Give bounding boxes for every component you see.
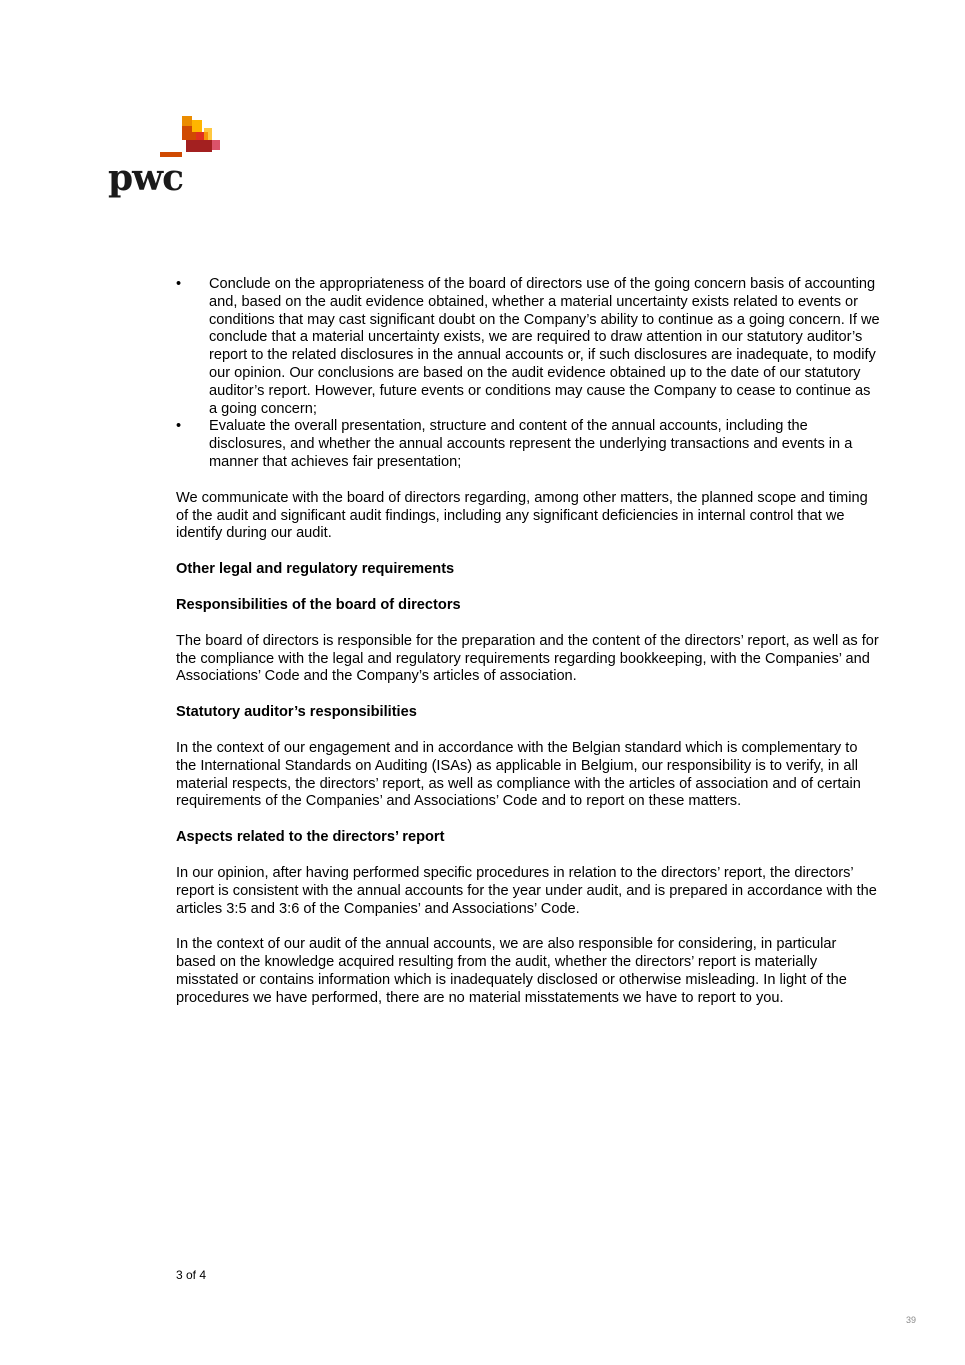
bullet-icon: • <box>176 276 182 292</box>
report-body <box>176 276 880 1026</box>
pwc-logo <box>108 116 223 206</box>
auditor-responsibilities-paragraph: In the context of our engagement and in accordance with the Belgian standard which is complementary to the International Standards on Auditing (ISAs) as applicable in Belgium, our responsibility is to verify, in all material respects, the directors’ report, as well as compliance with the articles of association and of certain requirements of the Companies’ and Associations’ Code and to report on these matters. <box>176 739 861 810</box>
board-responsibilities-paragraph: The board of directors is responsible for the preparation and the content of the directors’ report, as well as for the compliance with the legal and regulatory requirements regarding bookkeeping, with the Companies’ and Associations’ Code and the Company’s articles of association. <box>176 632 879 685</box>
directors-report-misstatement-paragraph: In the context of our audit of the annual accounts, we are also responsible for considering, in particular based on the knowledge acquired resulting from the audit, whether the directors’ report is materially misstated or contains information which is inadequately disclosed or otherwise misleading. In light of the procedures we have performed, there are no material misstatements we have to report to you. <box>176 936 847 1006</box>
pwc-logo-text: pwc <box>108 157 184 199</box>
page-count-label: 3 of 4 <box>176 1268 207 1282</box>
subheading-directors-report-aspects: Aspects related to the directors’ report <box>176 829 445 846</box>
page-number: 39 <box>906 1315 917 1325</box>
section-heading-other-requirements: Other legal and regulatory requirements <box>176 561 455 578</box>
subheading-auditor-responsibilities: Statutory auditor’s responsibilities <box>176 704 417 721</box>
communication-paragraph: We communicate with the board of directors regarding, among other matters, the planned scope and timing of the audit and significant audit findings, including any significant deficiencies in internal control that we identify during our audit. <box>176 489 868 542</box>
list-item <box>176 418 880 471</box>
list-item-text: Evaluate the overall presentation, structure and content of the annual accounts, including the disclosures, and whether the annual accounts represent the underlying transactions and events in a manner that achieves fair presentation; <box>209 418 853 470</box>
list-item-text: Conclude on the appropriateness of the board of directors use of the going concern basis of accounting and, based on the audit evidence obtained, whether a material uncertainty exists related to events or conditions that may cast significant doubt on the Company’s ability to continue as a going concern. If we conclude that a material uncertainty exists, we are required to draw attention in our statutory auditor’s report to the related disclosures in the annual accounts or, if such disclosures are inadequate, to modify our opinion. Our conclusions are based on the audit evidence obtained up to the date of our statutory auditor’s report. However, future events or conditions may cause the Company to cease to continue as a going concern; <box>209 276 880 417</box>
directors-report-opinion-paragraph: In our opinion, after having performed specific procedures in relation to the directors’ report, the directors’ report is consistent with the annual accounts for the year under audit, and is prepared in accordance with the articles 3:5 and 3:6 of the Companies’ and Associations’ Code. <box>176 864 877 917</box>
pwc-logo-mark-icon <box>160 116 220 160</box>
bullet-icon: • <box>176 418 182 435</box>
procedures-list <box>176 276 880 472</box>
subheading-board-responsibilities: Responsibilities of the board of directors <box>176 596 461 613</box>
list-item <box>176 276 880 418</box>
